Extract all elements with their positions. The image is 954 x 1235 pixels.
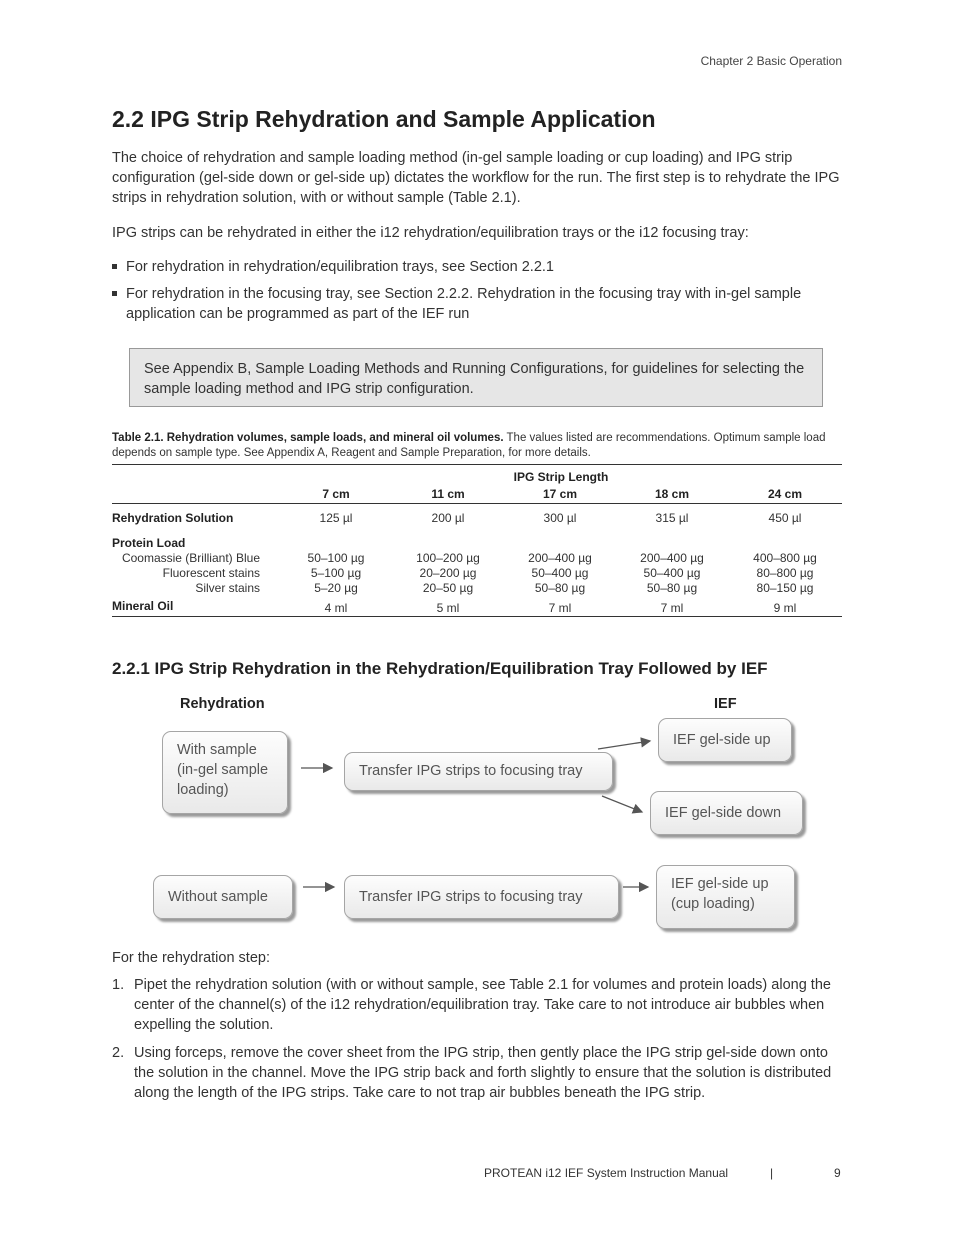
table-cell: 450 µl — [768, 511, 802, 525]
table-cell: 5–20 µg — [314, 580, 358, 595]
table-cell: 400–800 µg — [753, 550, 817, 565]
gel-side-down-box: IEF gel-side down — [650, 791, 803, 835]
list-item — [112, 975, 842, 1035]
without-sample-box: Without sample — [153, 875, 293, 919]
group-header: IPG Strip Length — [513, 470, 609, 484]
row-label: Rehydration Solution — [112, 511, 234, 525]
table-cell: 5 ml — [436, 600, 460, 615]
table-cell: 100–200 µg — [416, 550, 480, 565]
bullet-item — [112, 257, 842, 277]
step-number: 2. — [112, 1045, 125, 1061]
column-header: 7 cm — [322, 486, 350, 501]
bullet-item — [112, 284, 842, 324]
table-row — [112, 504, 842, 527]
steps-intro: For the rehydration step: — [112, 950, 270, 966]
diagram-label-ief: IEF — [714, 696, 737, 712]
transfer-box-2: Transfer IPG strips to focusing tray — [344, 875, 619, 919]
footer-separator: | — [770, 1166, 774, 1180]
column-header: 18 cm — [654, 486, 690, 501]
bullet-text: For rehydration in rehydration/equilibration trays, see Section 2.2.1 — [126, 259, 554, 275]
intro-paragraph: The choice of rehydration and sample loading method (in-gel sample loading or cup loading) and IPG strip configuration (gel-side down or gel-side up) dictates the workflow for the run. The first step is to rehydrate the IPG strips in rehydration solution, with or without sample (Table 2.1). — [112, 150, 840, 206]
table-cell: 4 ml — [324, 600, 348, 615]
row-label: Silver stains — [195, 580, 260, 595]
arrow-icon — [598, 741, 650, 749]
row-label: Protein Load — [112, 535, 186, 550]
table-cell: 200–400 µg — [528, 550, 592, 565]
table-row — [112, 595, 842, 617]
table-caption — [112, 431, 842, 461]
table-cell: 20–200 µg — [419, 565, 477, 580]
table-cell: 50–400 µg — [531, 565, 589, 580]
transfer-box-1: Transfer IPG strips to focusing tray — [344, 752, 613, 791]
table-cell: 50–80 µg — [534, 580, 586, 595]
column-header: 11 cm — [431, 486, 465, 501]
page-number: 9 — [834, 1166, 841, 1180]
table-cell: 7 ml — [660, 600, 684, 615]
column-header: 24 cm — [767, 486, 803, 501]
gel-side-up-box: IEF gel-side up — [658, 718, 792, 762]
list-item — [112, 1043, 842, 1103]
note-box: See Appendix B, Sample Loading Methods and Running Configurations, for guidelines for selecting the sample loading method and IPG strip configuration. — [129, 348, 823, 407]
steps-list — [112, 975, 842, 1111]
table-row — [112, 565, 842, 580]
caption-bold: Table 2.1. Rehydration volumes, sample loads, and mineral oil volumes. — [112, 432, 504, 444]
with-sample-box: With sample (in-gel sample loading) — [162, 731, 288, 814]
table-cell: 315 µl — [655, 511, 689, 525]
step-number: 1. — [112, 977, 125, 993]
table-row — [112, 580, 842, 595]
table-cell: 20–50 µg — [422, 580, 474, 595]
table-cell: 200–400 µg — [640, 550, 704, 565]
column-header: 17 cm — [542, 486, 578, 501]
bullet-text: For rehydration in the focusing tray, see Section 2.2.2. Rehydration in the focusing tray with in-gel sample application can be programmed as part of the IEF run — [126, 286, 802, 322]
trays-paragraph: IPG strips can be rehydrated in either the i12 rehydration/equilibration trays or the i12 focusing tray: — [112, 225, 749, 241]
table-cell: 7 ml — [548, 600, 572, 615]
table-cell: 80–150 µg — [756, 580, 814, 595]
row-label: Coomassie (Brilliant) Blue — [121, 550, 260, 565]
arrow-icon — [602, 796, 642, 812]
table-cell: 300 µl — [543, 511, 577, 525]
subsection-title: 2.2.1 IPG Strip Rehydration in the Rehydration/Equilibration Tray Followed by IEF — [112, 659, 768, 678]
table-cell: 80–800 µg — [756, 565, 814, 580]
table-row — [112, 550, 842, 565]
row-label: Mineral Oil — [112, 599, 174, 613]
chapter-header: Chapter 2 Basic Operation — [700, 54, 842, 68]
row-label: Fluorescent stains — [162, 565, 260, 580]
table-cell: 200 µl — [431, 511, 465, 525]
table-cell: 50–400 µg — [643, 565, 701, 580]
footer-manual-title: PROTEAN i12 IEF System Instruction Manual — [484, 1166, 729, 1180]
step-text: Using forceps, remove the cover sheet from the IPG strip, then gently place the IPG strip gel-side down onto the solution in the channel. Move the IPG strip back and forth slightly to ensure that the solution is distributed along the length of the IPG strips. Take care to not trap air bubbles beneath the IPG strip. — [134, 1045, 832, 1101]
step-text: Pipet the rehydration solution (with or without sample, see Table 2.1 for volumes and protein loads) along the center of the channel(s) of the i12 rehydration/equilibration tray. Take care to not introduce air bubbles when expelling the solution. — [134, 977, 831, 1033]
caption-rest: The values listed are recommendations. Optimum sample load depends on sample type. See Appendix A, Reagent and Sample Preparation, for more details. — [112, 432, 826, 459]
table-cell: 9 ml — [773, 600, 797, 615]
rehydration-table — [112, 464, 842, 617]
diagram-label-rehydration: Rehydration — [180, 696, 265, 712]
table-cell: 50–80 µg — [646, 580, 698, 595]
table-cell: 50–100 µg — [307, 550, 365, 565]
table-cell: 5–100 µg — [310, 565, 362, 580]
section-title: 2.2 IPG Strip Rehydration and Sample Application — [112, 106, 656, 132]
bullet-icon — [112, 264, 117, 269]
bullet-icon — [112, 291, 117, 296]
table-row — [112, 526, 842, 550]
table-cell: 125 µl — [319, 511, 353, 525]
gel-side-up-cup-box: IEF gel-side up (cup loading) — [656, 865, 795, 929]
